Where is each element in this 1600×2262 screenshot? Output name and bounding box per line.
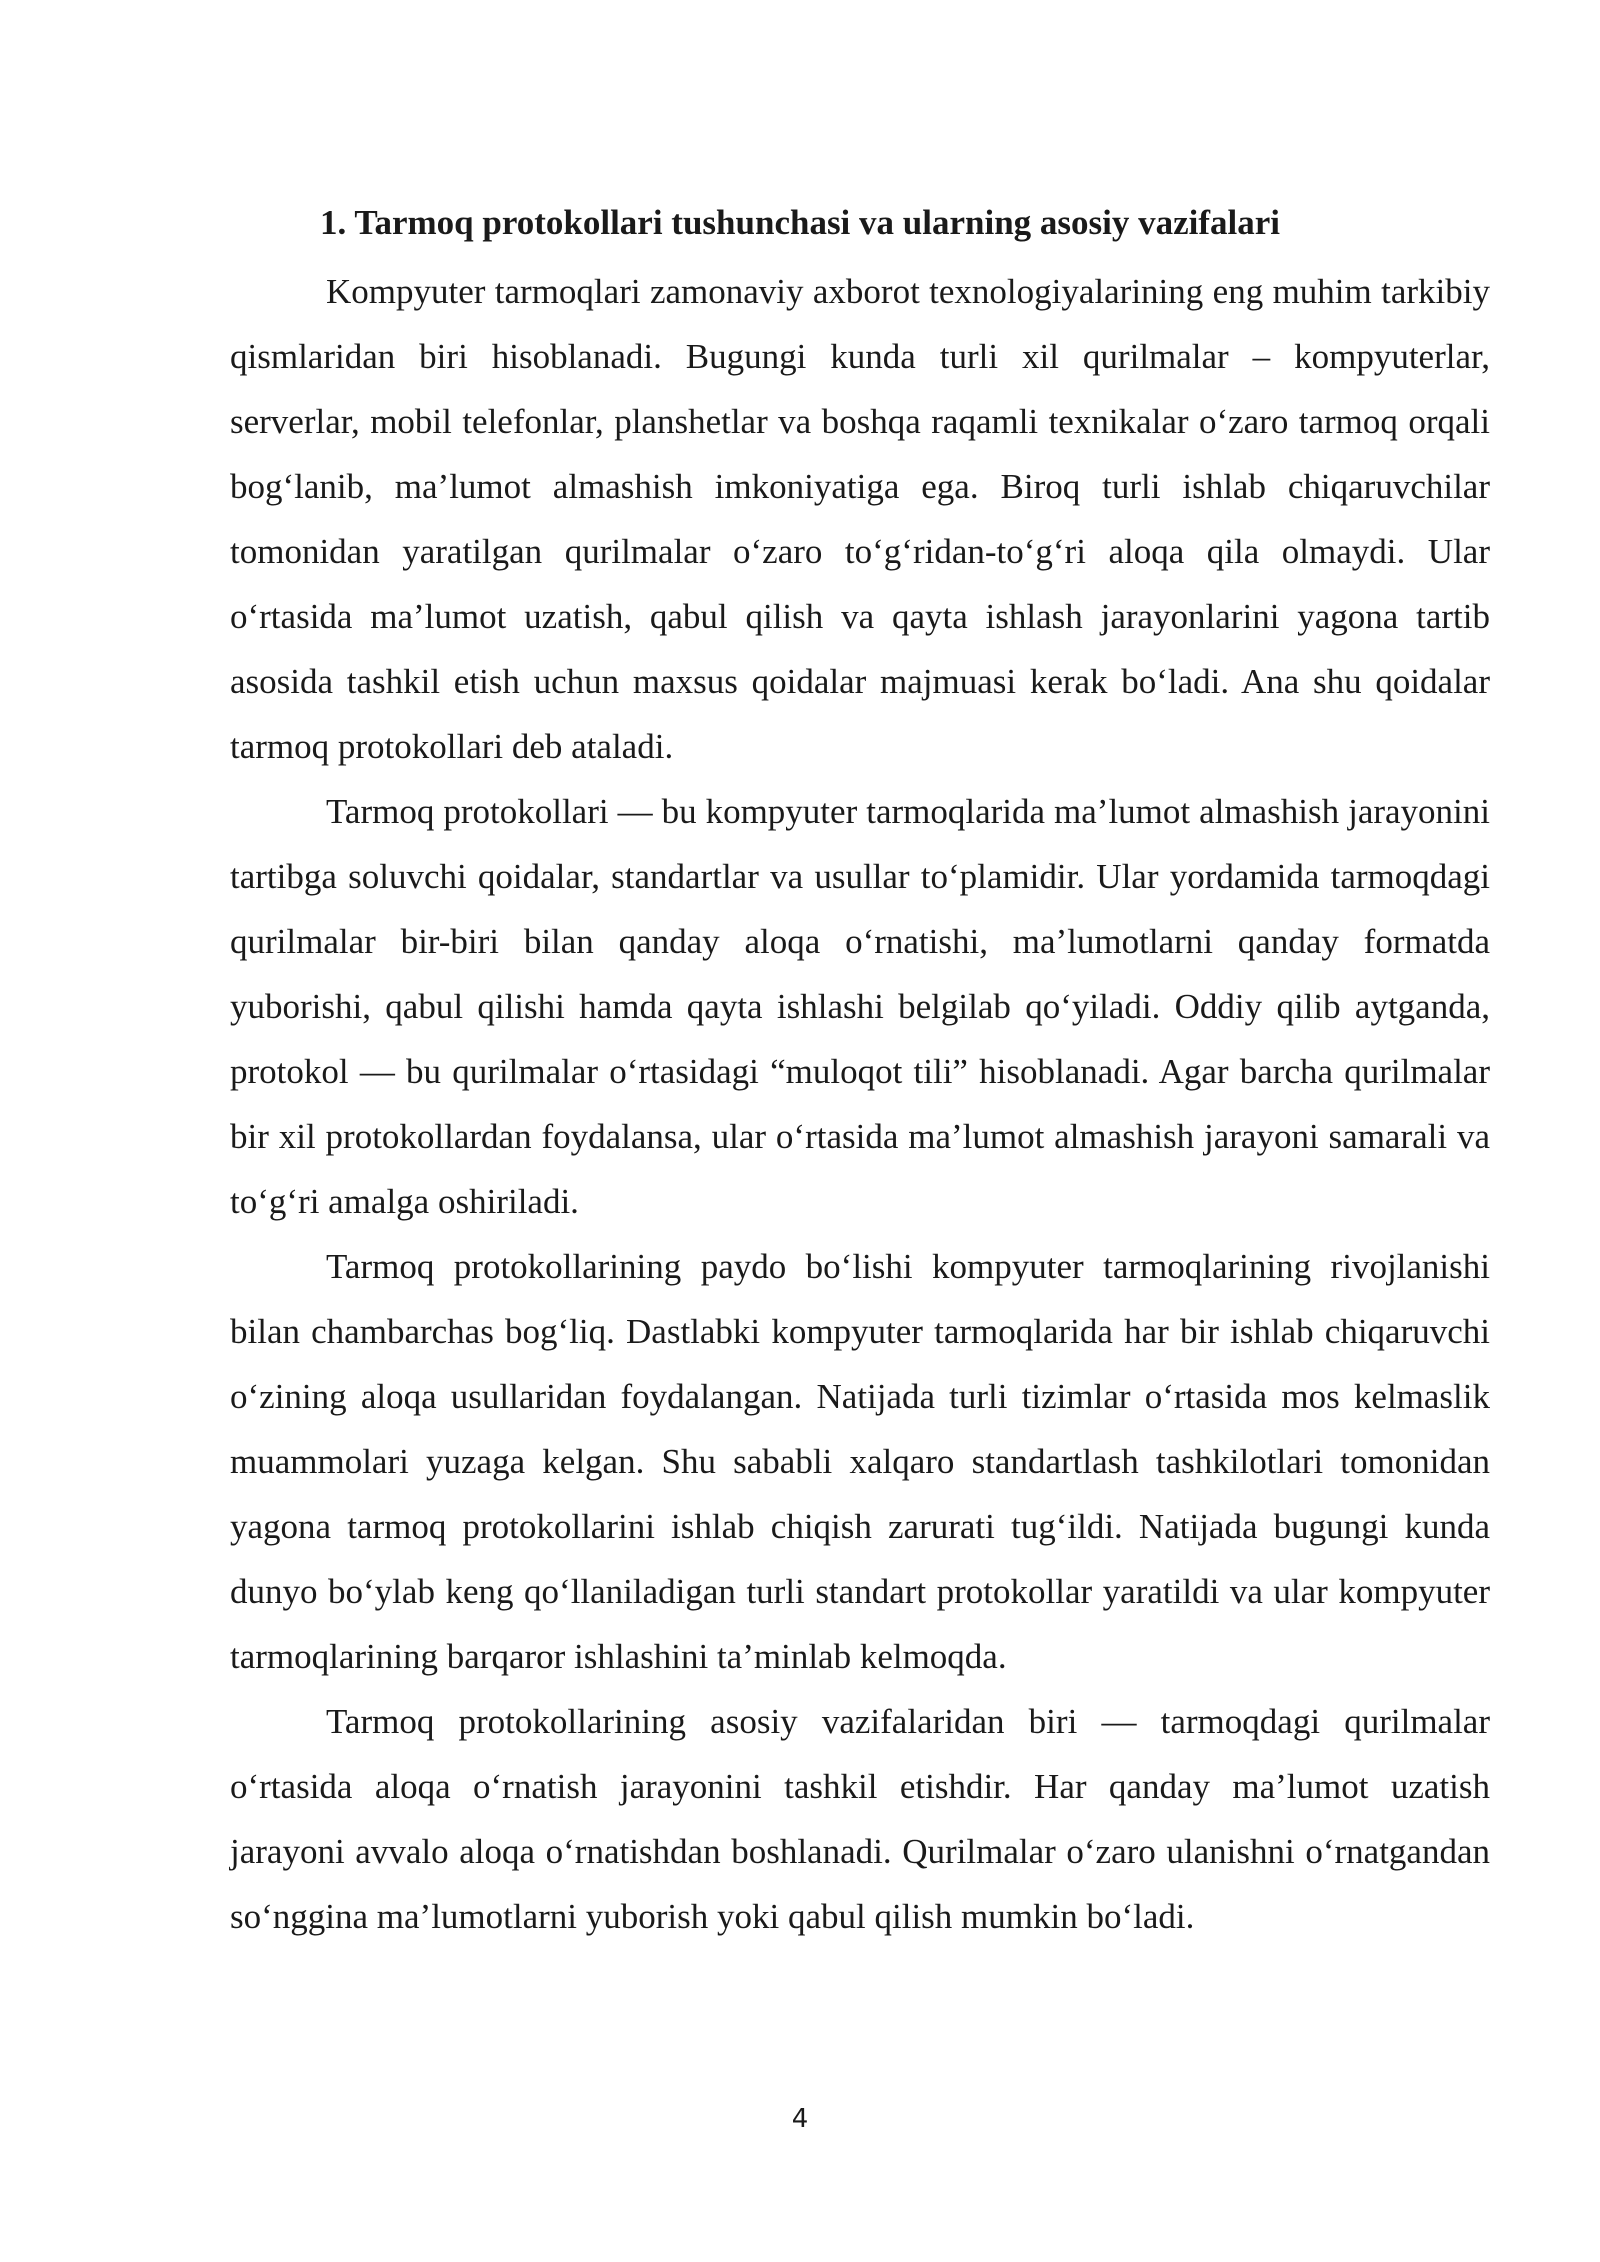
section-heading: 1. Tarmoq protokollari tushunchasi va ularning asosiy vazifalari	[319, 203, 1281, 242]
paragraph: Tarmoq protokollari — bu kompyuter tarmoqlarida ma’lumot almashish jarayonini tartibga soluvchi qoidalar, standartlar va usullar to‘plamidir. Ular yordamida tarmoqdagi qurilmalar bir-biri bilan qanday aloqa o‘rnatishi, ma’lumotlarni qanday formatda yuborishi, qabul qilishi hamda qayta ishlashi belgilab qo‘yiladi. Oddiy qilib aytganda, protokol — bu qurilmalar o‘rtasidagi “muloqot tili” hisoblanadi. Agar barcha qurilmalar bir xil protokollardan foydalansa, ular o‘rtasida ma’lumot almashish jarayoni samarali va to‘g‘ri amalga oshiriladi.	[230, 792, 1490, 1221]
page-number: 4	[791, 2104, 809, 2134]
paragraph: Tarmoq protokollarining asosiy vazifalaridan biri — tarmoqdagi qurilmalar o‘rtasida aloqa o‘rnatish jarayonini tashkil etishdir. Har qanday ma’lumot uzatish jarayoni avvalo aloqa o‘rnatishdan boshlanadi. Qurilmalar o‘zaro ulanishni o‘rnatgandan so‘nggina ma’lumotlarni yuborish yoki qabul qilish mumkin bo‘ladi.	[230, 1702, 1490, 1936]
body-text	[230, 259, 1490, 1949]
paragraph: Tarmoq protokollarining paydo bo‘lishi kompyuter tarmoqlarining rivojlanishi bilan chambarchas bog‘liq. Dastlabki kompyuter tarmoqlarida har bir ishlab chiqaruvchi o‘zining aloqa usullaridan foydalangan. Natijada turli tizimlar o‘rtasida mos kelmaslik muammolari yuzaga kelgan. Shu sababli xalqaro standartlash tashkilotlari tomonidan yagona tarmoq protokollarini ishlab chiqish zarurati tug‘ildi. Natijada bugungi kunda dunyo bo‘ylab keng qo‘llaniladigan turli standart protokollar yaratildi va ular kompyuter tarmoqlarining barqaror ishlashini ta’minlab kelmoqda.	[230, 1247, 1490, 1676]
paragraph: Kompyuter tarmoqlari zamonaviy axborot texnologiyalarining eng muhim tarkibiy qismlaridan biri hisoblanadi. Bugungi kunda turli xil qurilmalar – kompyuterlar, serverlar, mobil telefonlar, planshetlar va boshqa raqamli texnikalar o‘zaro tarmoq orqali bog‘lanib, ma’lumot almashish imkoniyatiga ega. Biroq turli ishlab chiqaruvchilar tomonidan yaratilgan qurilmalar o‘zaro to‘g‘ridan-to‘g‘ri aloqa qila olmaydi. Ular o‘rtasida ma’lumot uzatish, qabul qilish va qayta ishlash jarayonlarini yagona tartib asosida tashkil etish uchun maxsus qoidalar majmuasi kerak bo‘ladi. Ana shu qoidalar tarmoq protokollari deb ataladi.	[230, 272, 1490, 766]
